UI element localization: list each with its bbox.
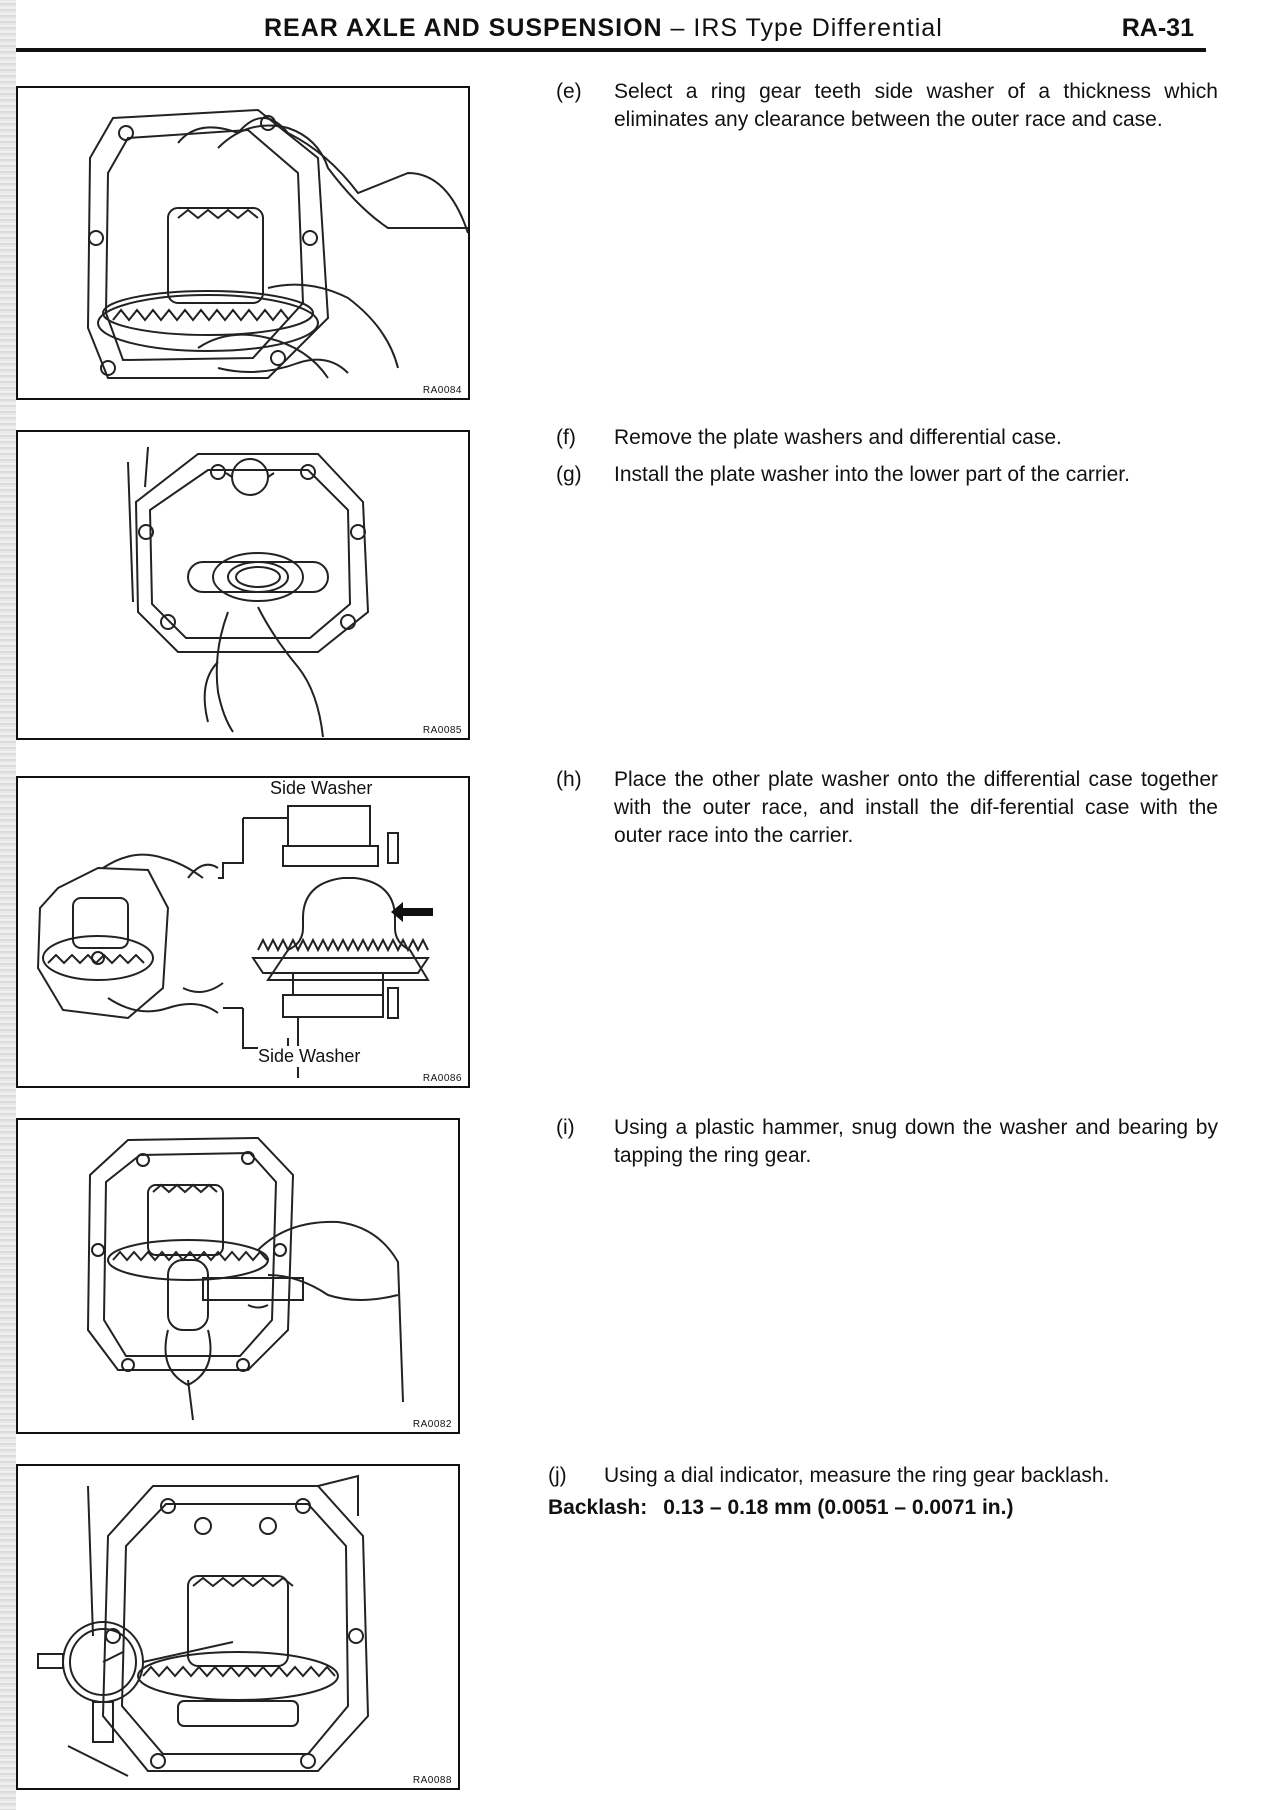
step-i [556, 1114, 1218, 1170]
figure-code: RA0086 [422, 1073, 462, 1084]
illustration-install-plate-washer [18, 432, 468, 738]
page-header [16, 8, 1206, 52]
step-letter: (j) [548, 1464, 567, 1487]
page-binding-edge [0, 0, 16, 1810]
step-e [556, 78, 1218, 134]
figure-code: RA0084 [422, 385, 462, 396]
step-text: Using a plastic hammer, snug down the washer and bearing by tapping the ring gear. [614, 1116, 1218, 1167]
illustration-dial-indicator-backlash [18, 1466, 458, 1788]
page-number: RA-31 [1121, 14, 1194, 42]
step-text: Using a dial indicator, measure the ring gear backlash. [604, 1464, 1110, 1487]
spec-value: 0.13 – 0.18 mm (0.0051 – 0.0071 in.) [663, 1496, 1014, 1519]
step-j [548, 1462, 1228, 1490]
step-h [556, 766, 1218, 850]
figure-ra0085 [16, 430, 470, 740]
step-text: Select a ring gear teeth side washer of a thickness which eliminates any clearance between the outer race and case. [614, 80, 1218, 131]
step-f [556, 424, 1218, 452]
step-g [556, 461, 1218, 489]
step-letter: (h) [556, 768, 582, 791]
step-letter: (e) [556, 80, 582, 103]
illustration-install-differential-case [18, 778, 468, 1086]
section-title [264, 14, 943, 43]
figure-code: RA0085 [422, 725, 462, 736]
figure-ra0088 [16, 1464, 460, 1790]
figure-ra0086 [16, 776, 470, 1088]
step-text: Place the other plate washer onto the differential case together with the outer race, and install the dif-ferential case with the outer race into the carrier. [614, 768, 1218, 847]
figure-ra0084 [16, 86, 470, 400]
figure-code: RA0082 [412, 1419, 452, 1430]
illustration-tap-ring-gear [18, 1120, 458, 1432]
step-letter: (g) [556, 463, 582, 486]
step-text: Install the plate washer into the lower part of the carrier. [614, 463, 1130, 486]
step-letter: (i) [556, 1116, 575, 1139]
spec-label: Backlash: [548, 1496, 648, 1519]
figure-code: RA0088 [412, 1775, 452, 1786]
step-text: Remove the plate washers and differential case. [614, 426, 1062, 449]
step-letter: (f) [556, 426, 576, 449]
callout-side-washer-bottom: Side Washer [258, 1046, 361, 1066]
backlash-spec [548, 1496, 1013, 1520]
figure-ra0082 [16, 1118, 460, 1434]
section-title-main: REAR AXLE AND SUSPENSION [264, 14, 663, 42]
section-title-sub: – IRS Type Differential [662, 14, 943, 42]
callout-side-washer-top: Side Washer [270, 778, 373, 798]
illustration-remove-case [18, 88, 468, 398]
